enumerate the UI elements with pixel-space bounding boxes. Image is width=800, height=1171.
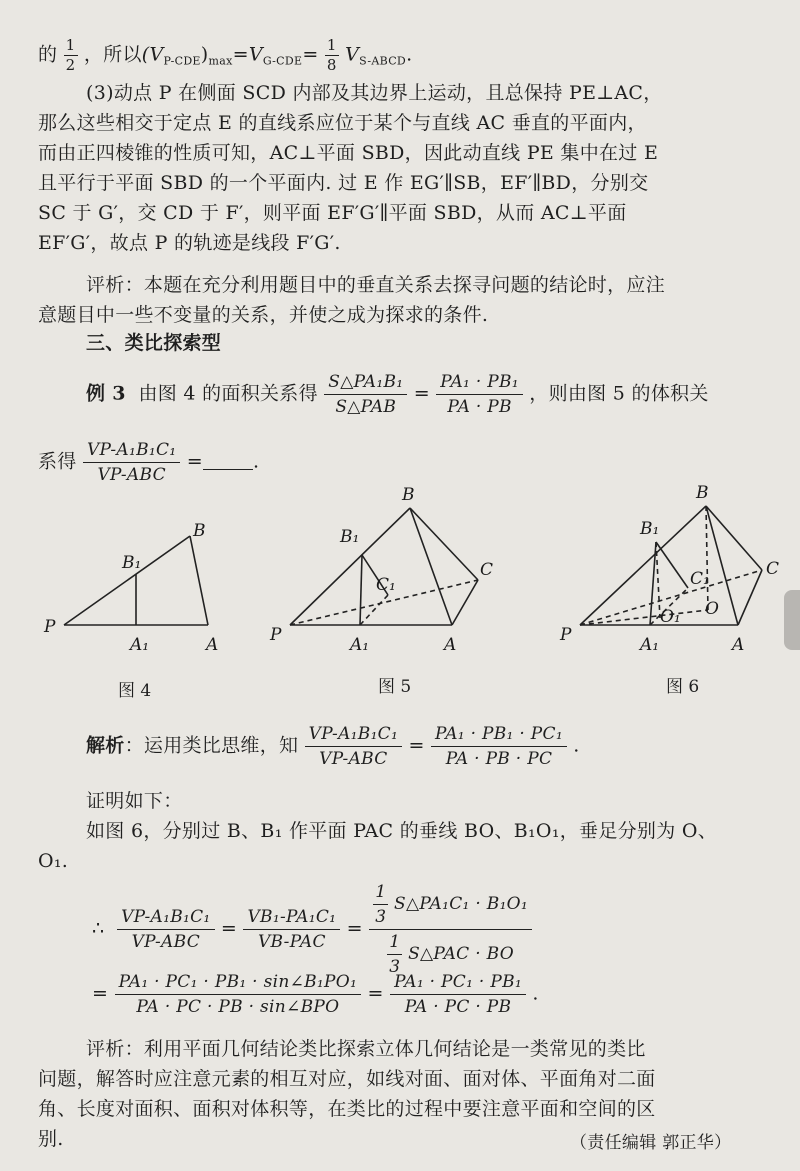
fraction-eighth: $\frac{1}{8}$ [326,36,337,74]
fig5-label-A: A [444,635,457,655]
comment2-line-3: 角、长度对面积、面积对体积等，在类比的过程中要注意平面和空间的区 [38,1098,656,1120]
area-ratio-fraction: $\frac{\text{S△PA₁B₁}}{\text{S△PAB}}$ [324,370,407,419]
comment1-line-2: 意题目中一些不变量的关系，并使之成为探求的条件. [38,304,489,326]
fig4-label-P: P [44,617,56,637]
eq2-fraction-2: $\frac{\text{PA₁ · PC₁ · PB₁}}{PA \cdot PC \cdot PB}$ [390,970,526,1019]
fig6-label-C1: C₁ [690,569,710,589]
fig6-label-B: B [696,483,709,503]
p3-line-2: 那么这些相交于定点 E 的直线系应位于某个与直线 AC 垂直的平面内， [38,112,647,134]
fig4-label-B1: B₁ [122,553,142,573]
line-1: 的 $\frac{1}{2}$ ，所以$(V_{P-CDE})_{max}=V_{G-CDE}=$ $\frac{1}{8}$ $V_{S-ABCD}$. [38,36,413,74]
equation-block-1: ∴ $\frac{\text{VP-A₁B₁C₁}}{\text{VP-ABC}}$ = $\frac{\text{VB₁-PA₁C₁}}{\text{VB-PAC}}$ = $\frac{1}{3}$ S△PA₁C₁ · B₁O₁ $\frac{1}{3}$ S△PAC · BO [92,880,532,979]
fig5-label-C: C [480,560,494,580]
solution-volume-fraction: $\frac{\text{VP-A₁B₁C₁}}{\text{VP-ABC}}$ [305,722,402,771]
eq2-fraction-1: $\frac{\text{PA₁ · PC₁ · PB₁ · sin∠B₁PO₁}}{\text{PA · PC · PB · sin∠BPO}}$ [115,970,362,1019]
answer-blank [203,451,253,470]
example-3-line-1: 例 3 由图 4 的面积关系得 $\frac{\text{S△PA₁B₁}}{\text{S△PAB}}$ = $\frac{\text{PA₁ · PB₁}}{PA \cdot PB}$ ，则由图 5 的体积关 [86,372,709,417]
section-title: 三、类比探索型 [86,332,222,354]
eq1-fraction-3: $\frac{1}{3}$ S△PA₁C₁ · B₁O₁ $\frac{1}{3}$ S△PAC · BO [369,880,532,979]
fig6-label-B1: B₁ [640,519,660,539]
fig5-label-A1: A₁ [350,635,370,655]
fraction-half: $\frac{1}{2}$ [65,36,76,74]
fig5-label-P: P [270,625,282,645]
fig5-label-B: B [402,485,415,505]
fig4-caption: 图 4 [118,681,152,701]
solution-label: 解析 [86,734,125,757]
fig6-label-C: C [766,559,780,579]
fig4-label-A1: A₁ [130,635,150,655]
example-3-line-2: 系得 $\frac{\text{VP-A₁B₁C₁}}{\text{VP-ABC}}$ = . [38,440,260,485]
fig6-caption: 图 6 [666,677,700,697]
solution-line: 解析：运用类比思维，知 $\frac{\text{VP-A₁B₁C₁}}{\text{VP-ABC}}$ = $\frac{\text{PA₁ · PB₁ · PC₁}}{PA \cdot PB \cdot PC}$ . [86,724,580,769]
fig6-label-O: O [705,599,719,619]
proof-line-1: 如图 6，分别过 B、B₁ 作平面 PAC 的垂线 BO、B₁O₁，垂足分别为 O、 [86,820,718,842]
proof-line-2: O₁. [38,850,69,872]
p3-line-5: SC 于 G′，交 CD 于 F′，则平面 EF′G′∥平面 SBD，从而 AC⊥平面 [38,202,627,224]
comment2-line-4: 别. [38,1128,64,1150]
comment1-line-1: 评析：本题在充分利用题目中的垂直关系去探寻问题的结论时，应注 [86,274,666,296]
figures [0,470,800,700]
fig4-label-B: B [193,521,206,541]
fig5-caption: 图 5 [378,677,412,697]
volume-ratio-fraction: $\frac{\text{VP-A₁B₁C₁}}{\text{VP-ABC}}$ [83,438,180,487]
fig6-label-O1: O₁ [660,607,681,627]
eq1-fraction-2: $\frac{\text{VB₁-PA₁C₁}}{\text{VB-PAC}}$ [243,905,340,954]
page-edge-tab [784,590,800,650]
eq1-fraction-1: $\frac{\text{VP-A₁B₁C₁}}{\text{VP-ABC}}$ [117,905,214,954]
fig5-label-C1: C₁ [376,575,396,595]
proof-title: 证明如下： [86,790,183,812]
segment-ratio-fraction: $\frac{\text{PA₁ · PB₁}}{PA \cdot PB}$ [436,370,523,419]
fig6-label-P: P [560,625,572,645]
fig6-label-A: A [732,635,745,655]
p3-line-4: 且平行于平面 SBD 的一个平面内. 过 E 作 EG′∥SB，EF′∥BD，分别交 [38,172,649,194]
p3-line-3: 而由正四棱锥的性质可知，AC⊥平面 SBD，因此动直线 PE 集中在过 E [38,142,659,164]
comment2-line-2: 问题，解答时应注意元素的相互对应，如线对面、面对体、平面角对二面 [38,1068,656,1090]
comment2-line-1: 评析：利用平面几何结论类比探索立体几何结论是一类常见的类比 [86,1038,646,1060]
editor-credit: （责任编辑 郭正华） [570,1133,732,1153]
solution-ratio-fraction: $\frac{\text{PA₁ · PB₁ · PC₁}}{PA \cdot PB \cdot PC}$ [431,722,567,771]
p3-line-1: (3)动点 P 在侧面 SCD 内部及其边界上运动，且总保持 PE⊥AC， [86,82,663,104]
equation-block-2: = $\frac{\text{PA₁ · PC₁ · PB₁ · sin∠B₁PO₁}}{\text{PA · PC · PB · sin∠BPO}}$ = $\frac{\text{PA₁ · PC₁ · PB₁}}{PA \cdot PC \cdot PB}$ . [92,972,539,1017]
p3-line-6: EF′G′，故点 P 的轨迹是线段 F′G′. [38,232,341,254]
fig5-label-B1: B₁ [340,527,360,547]
example-label: 例 3 [86,382,126,405]
fig6-label-A1: A₁ [640,635,660,655]
fig4-label-A: A [206,635,219,655]
